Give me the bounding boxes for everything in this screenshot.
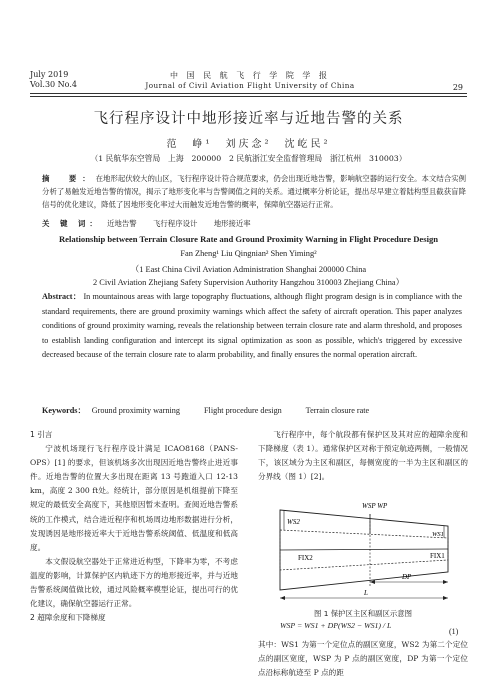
keywords-en — [42, 405, 391, 416]
keyword-en-item: Terrain closure rate — [305, 406, 370, 415]
journal-name-en: Journal of Civil Aviation Flight University of China — [145, 81, 355, 90]
keywords-en-label: Keywords： — [42, 406, 86, 415]
label-fix1: FIX1 — [430, 552, 445, 560]
page-number: 29 — [452, 83, 463, 92]
nominal-track-line — [280, 549, 448, 550]
formula: WSP = WS1 + DP(WS2 − WS1) / L — [280, 621, 392, 630]
body-left-column — [30, 428, 238, 625]
section-heading-intro: 1 引言 — [30, 430, 53, 439]
affiliation-en-2: 2 Civil Aviation Zhejiang Safety Supervision Authority Hangzhou 310003 Zhejiang China） — [92, 278, 405, 287]
issue-date: July 2019 — [30, 70, 69, 79]
authors-en: Fan Zheng¹ Liu Qingnian² Shen Yiming² — [180, 249, 317, 258]
abstract-en-text: In mountainous areas with large topography fluctuations, although flight program design is in compliance with the standard requirements, there are ground proximity warnings which affect the safety of aircraft operation. This paper analyzes conditions of ground proximity warning, reveals the relationship between terrain closure rate and alarm threshold, and proposes to establish landing configuration and intercept its signal optimization as soon as possible, which's triggered by excessive decreased because of the terrain closure rate to alarm probability, and finally ensures the normal operation aircraft. — [42, 292, 463, 359]
abstract-cn-text: 在地形起伏较大的山区，飞行程序设计符合规范要求，仍会出现近地告警，影响航空器的运行安全。本文结合实例分析了易触发近地告警的情况，揭示了地形变化率与告警阈值之间的关系。通过概率分析论证，提出尽早建立着陆构型且截获盲降信号的优化建议，降低了因地形变化率过大而触发近地告警的概率，保障航空器运行正常。 — [42, 174, 466, 209]
body-paragraph: 宁波机场现行飞行程序设计满足 ICAO8168（PANS-OPS）[1] 的要求，但该机场多次出现因近地告警终止进近事件。近地告警的位置大多出现在距离 13 号跑道入口 12-13 km，高度 2 300 ft处。经统计，部分原因是机组提前下降至规定的最低安全高度下，其他原因暂未查明。查阅近地告警系统的工作模式，结合进近程序和机场周边地形数据进行分析，发现诱因是地形接近率大于近地告警系统阈值、低温度和低高度。 — [30, 444, 238, 552]
body-right-column — [258, 428, 468, 484]
protection-area-diagram — [270, 496, 460, 606]
paper-title-en: Relationship between Terrain Closure Rate and Ground Proximity Warning in Flight Procedure Design — [58, 234, 439, 244]
keyword-cn-item: 飞行程序设计 — [153, 219, 198, 228]
abstract-en — [42, 290, 462, 363]
body-paragraph: 本文假设航空器处于正常进近构型，下降率为零，不考虑温度的影响，计算保护区内轨迹下方的地形接近率，并与近地告警系统阈值做比较，通过风险概率模型论证，提出可行的优化建议，确保航空器运行正常。 — [30, 556, 238, 609]
keyword-en-item: Flight procedure design — [204, 406, 282, 415]
label-ws2: WS2 — [287, 518, 300, 526]
label-fix2: FIX2 — [298, 554, 313, 562]
journal-name — [120, 71, 380, 91]
journal-name-cn: 中 国 民 航 飞 行 学 院 学 报 — [170, 71, 330, 80]
label-l: L — [364, 589, 368, 597]
formula-number: (1) — [449, 627, 459, 636]
section-heading-clearance: 2 超障余度和下降梯度 — [30, 613, 106, 623]
authors-cn: 范 峥¹ 刘庆念² 沈屹民² — [166, 139, 331, 150]
keyword-cn-item: 地形接近率 — [213, 219, 251, 228]
keyword-cn-item: 近地告警 — [107, 219, 137, 228]
body-paragraph: 飞行程序中，每个航段都有保护区及其对应的超障余度和下降梯度（表 1）。通常保护区对称于预定航迹两侧，一般情况下，该区域分为主区和副区，每侧宽度的一半为主区和副区的分界线（图 1）[2]。 — [258, 430, 468, 482]
abstract-en-label: Abstract： — [42, 292, 82, 301]
arrowhead-icon — [443, 596, 448, 600]
affiliation-en-1: （1 East China Civil Aviation Administration Shanghai 200000 China — [130, 265, 367, 274]
body-paragraph: 其中：WS1 为第一个定位点的副区宽度，WS2 为第二个定位点的副区宽度，WSP 为 P 点的副区宽度，DP 为第一个定位点沿标称航迹至 P 点的距 — [258, 640, 468, 678]
header-rule-thin — [30, 96, 467, 97]
figure-caption: 图 1 保护区主区和副区示意图 — [313, 609, 413, 618]
keywords-cn-label: 关 键 词： — [42, 219, 101, 228]
issue-info — [30, 70, 77, 90]
issue-volume: Vol.30 No.4 — [30, 80, 77, 89]
label-dp: DP — [402, 573, 412, 581]
arrowhead-icon — [280, 596, 285, 600]
abstract-cn-label: 摘 要： — [42, 174, 96, 183]
label-wsp-wp: WSP WP — [362, 502, 388, 510]
keywords-cn — [42, 218, 265, 229]
header-rule — [30, 93, 467, 94]
label-ws1: WS1 — [432, 531, 444, 538]
affiliation-cn: （1 民航华东空管局 上海 200000 2 民航浙江安全监督管理局 浙江杭州 310003） — [90, 154, 407, 163]
arrowhead-icon — [443, 580, 448, 584]
abstract-cn — [42, 172, 466, 211]
paper-title-cn: 飞行程序设计中地形接近率与近地告警的关系 — [93, 111, 404, 127]
keyword-en-item: Ground proximity warning — [91, 406, 180, 415]
